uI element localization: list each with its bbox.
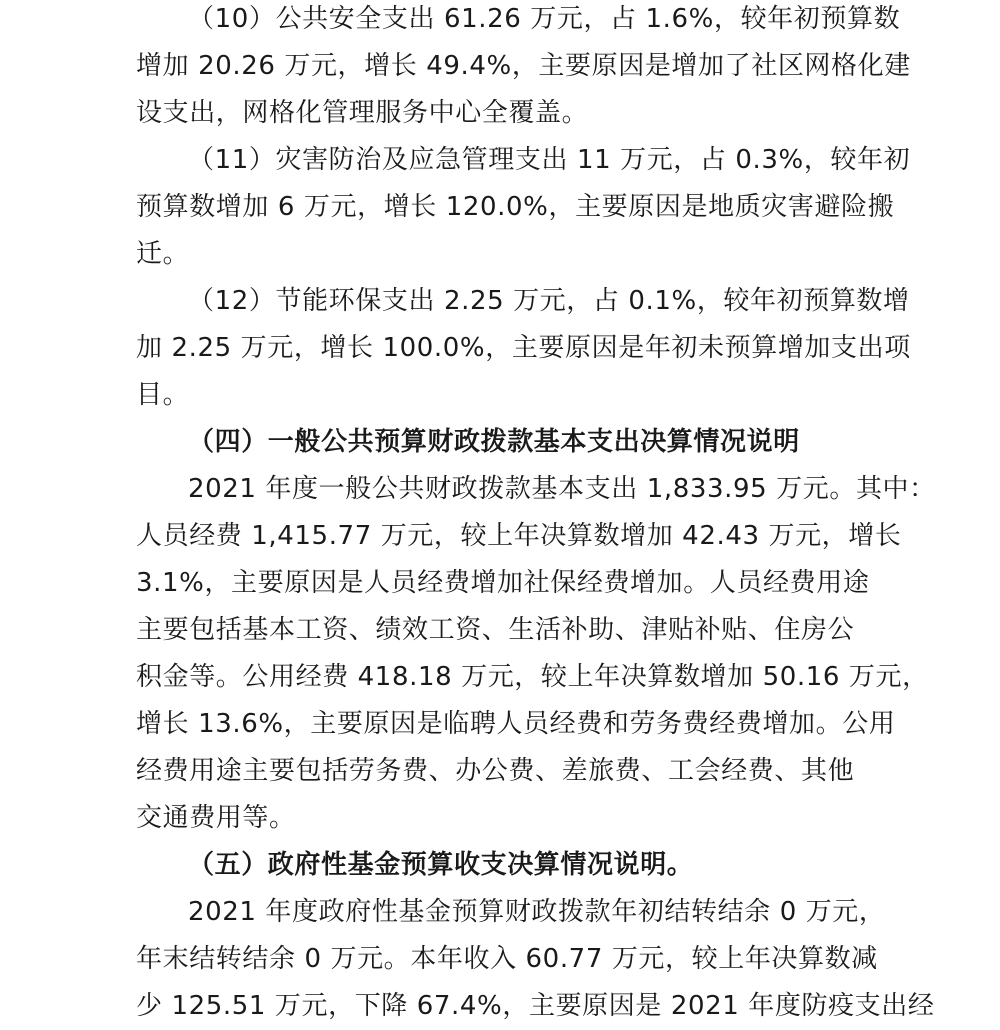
- paragraph-line: 主要包括基本工资、绩效工资、生活补助、津贴补贴、住房公: [136, 615, 855, 645]
- paragraph-line: 增加 20.26 万元，增长 49.4%，主要原因是增加了社区网格化建: [136, 51, 911, 81]
- paragraph-line: 预算数增加 6 万元，增长 120.0%，主要原因是地质灾害避险搬: [136, 192, 895, 222]
- paragraph-line: （11）灾害防治及应急管理支出 11 万元，占 0.3%，较年初: [188, 145, 911, 175]
- paragraph-line: （10）公共安全支出 61.26 万元，占 1.6%，较年初预算数: [188, 4, 901, 34]
- paragraph-line: 设支出，网格化管理服务中心全覆盖。: [136, 98, 589, 128]
- paragraph-line: 人员经费 1,415.77 万元，较上年决算数增加 42.43 万元，增长: [136, 521, 902, 551]
- paragraph-line: 目。: [136, 380, 190, 410]
- paragraph-line: 交通费用等。: [136, 803, 296, 833]
- paragraph-line: 经费用途主要包括劳务费、办公费、差旅费、工会经费、其他: [136, 756, 855, 786]
- paragraph-line: 增长 13.6%，主要原因是临聘人员经费和劳务费经费增加。公用: [136, 709, 896, 739]
- paragraph-line: 少 125.51 万元，下降 67.4%，主要原因是 2021 年度防疫支出经: [136, 991, 935, 1021]
- paragraph-line: 3.1%，主要原因是人员经费增加社保经费增加。人员经费用途: [136, 568, 870, 598]
- paragraph-line: 2021 年度一般公共财政拨款基本支出 1,833.95 万元。其中：: [188, 474, 936, 504]
- section-heading: （五）政府性基金预算收支决算情况说明。: [188, 850, 694, 880]
- paragraph-line: 年末结转结余 0 万元。本年收入 60.77 万元，较上年决算数减: [136, 944, 878, 974]
- section-heading: （四）一般公共预算财政拨款基本支出决算情况说明: [188, 427, 800, 457]
- paragraph-line: 积金等。公用经费 418.18 万元，较上年决算数增加 50.16 万元，: [136, 662, 929, 692]
- paragraph-line: 迁。: [136, 239, 190, 269]
- paragraph-line: （12）节能环保支出 2.25 万元，占 0.1%，较年初预算数增: [188, 286, 910, 316]
- paragraph-line: 加 2.25 万元，增长 100.0%，主要原因是年初未预算增加支出项: [136, 333, 911, 363]
- paragraph-line: 2021 年度政府性基金预算财政拨款年初结转结余 0 万元，: [188, 897, 886, 927]
